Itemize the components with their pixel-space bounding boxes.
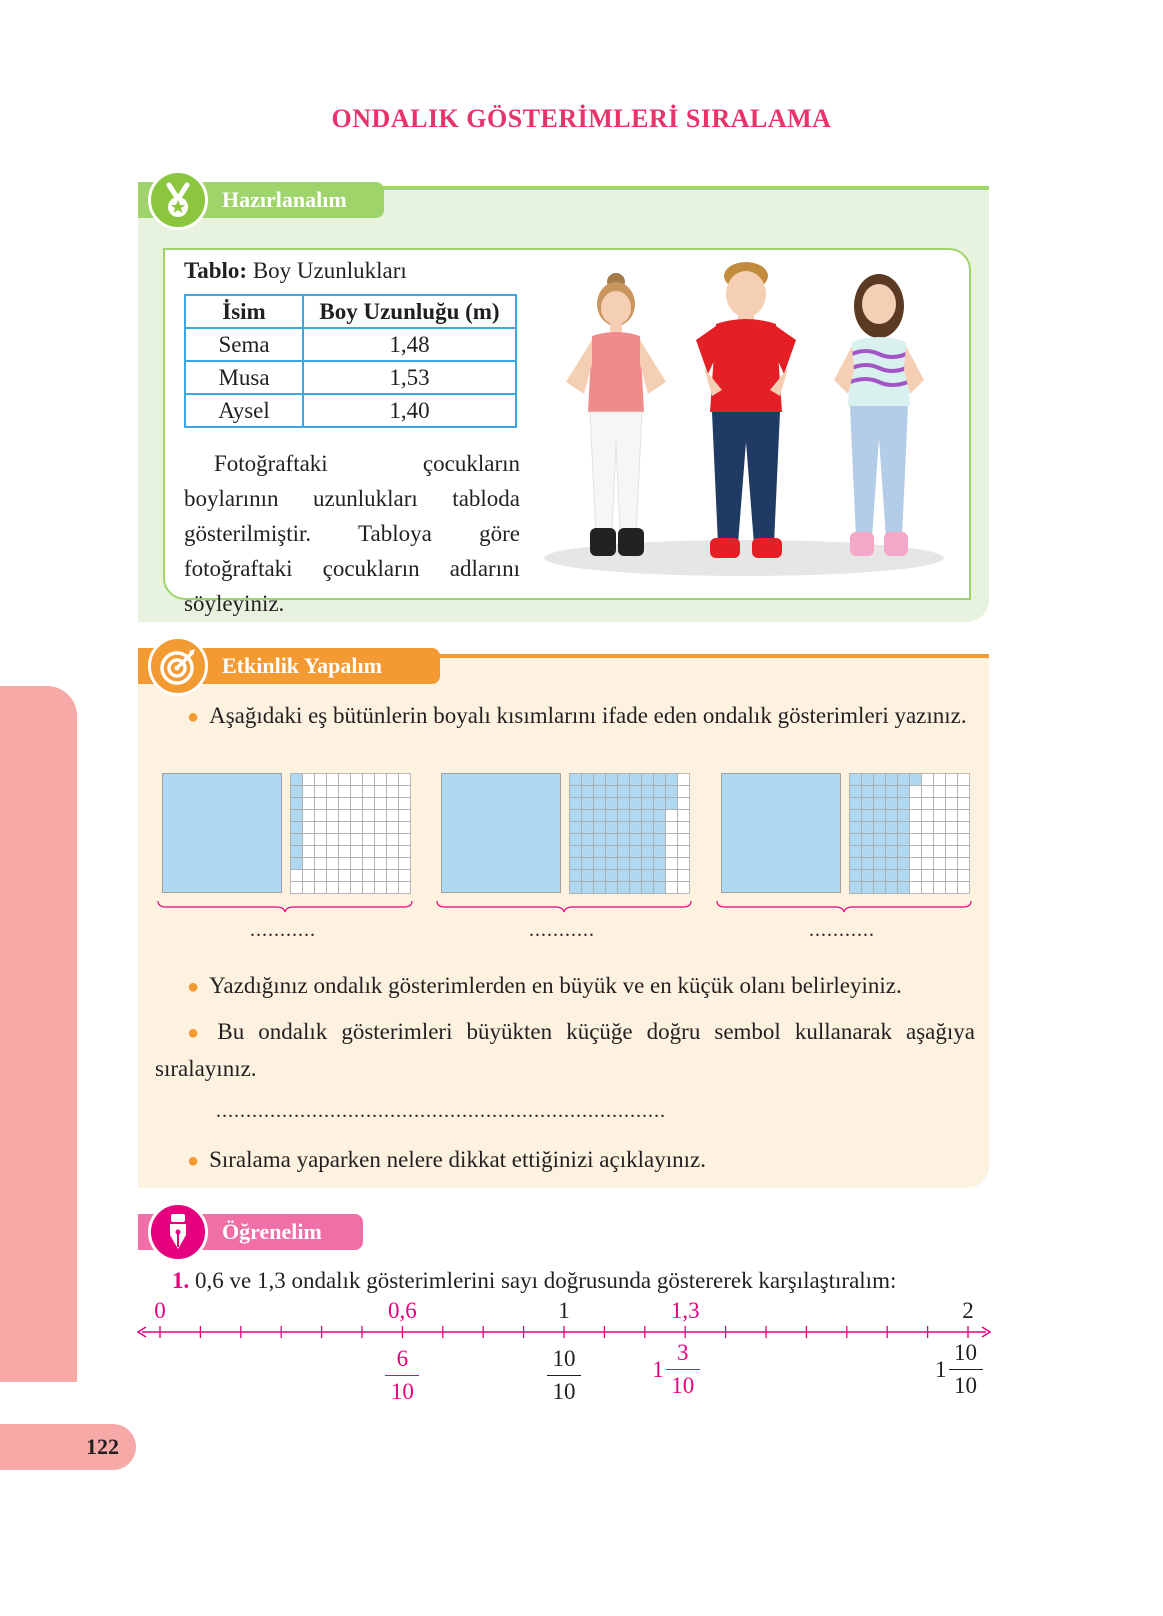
number-line-label: 1 <box>558 1298 570 1323</box>
page-number: 122 <box>0 1424 136 1470</box>
number-line-fraction <box>547 1346 581 1405</box>
cell-height: 1,53 <box>303 361 516 394</box>
bullet-dot: ● <box>187 976 200 998</box>
fraction-numerator: 10 <box>954 1340 977 1365</box>
number-line-fraction <box>652 1340 700 1399</box>
number-line-label: 0,6 <box>388 1298 417 1323</box>
bullet-dot: ● <box>187 1150 200 1172</box>
table-caption-bold: Tablo: <box>184 258 248 283</box>
item-text: 0,6 ve 1,3 ondalık gösterimlerini sayı doğrusunda göstererek karşılaştıralım: <box>195 1268 897 1293</box>
fraction <box>666 1340 700 1399</box>
fraction-bar <box>949 1369 983 1370</box>
fraction-numerator: 6 <box>396 1346 409 1371</box>
fraction-numerator: 3 <box>676 1340 689 1365</box>
number-line-label: 2 <box>962 1298 974 1323</box>
ogrenelim-header: Öğrenelim <box>138 1214 363 1250</box>
fraction <box>547 1346 581 1405</box>
fraction <box>949 1340 983 1399</box>
cell-name: Aysel <box>185 394 303 427</box>
fraction-whole: 1 <box>935 1356 947 1382</box>
etkinlik-header: Etkinlik Yapalım <box>138 648 440 684</box>
bullet-4-text: Sıralama yaparken nelere dikkat ettiğinizi açıklayınız. <box>209 1147 706 1172</box>
fraction-whole: 1 <box>652 1356 664 1382</box>
fraction-denominator: 10 <box>671 1373 695 1398</box>
fraction-bar <box>385 1375 419 1376</box>
model-answer-blank: ........... <box>529 919 595 941</box>
hazirlanalim-header: Hazırlanalım <box>138 182 384 218</box>
fraction-denominator: 10 <box>552 1379 576 1404</box>
number-line-fraction <box>385 1346 419 1405</box>
model-answer-blank: ........... <box>250 919 316 941</box>
column-header-height: Boy Uzunluğu (m) <box>303 295 516 328</box>
bullet-dot: ● <box>187 706 200 728</box>
fraction-numerator: 10 <box>552 1346 576 1371</box>
fraction-denominator: 10 <box>954 1373 977 1398</box>
page-title: ONDALIK GÖSTERİMLERİ SIRALAMA <box>331 104 832 133</box>
hazirlanalim-paragraph: Fotoğraftaki çocukların boylarının uzunlukları tabloda gösterilmiştir. Tabloya göre fotoğraftaki çocukların adlarını söyleyiniz. <box>184 451 520 616</box>
cell-height: 1,40 <box>303 394 516 427</box>
cell-height: 1,48 <box>303 328 516 361</box>
bullet-dot: ● <box>187 1022 208 1044</box>
number-line-label: 1,3 <box>670 1298 700 1323</box>
model-answer-blank: ........... <box>809 919 875 941</box>
cell-name: Sema <box>185 328 303 361</box>
ordering-answer-line: ........................................................................... <box>216 1100 666 1122</box>
number-line-fraction <box>935 1340 983 1399</box>
fraction-bar <box>547 1375 581 1376</box>
fraction-bar <box>666 1369 700 1370</box>
fraction <box>385 1346 419 1405</box>
item-number: 1. <box>172 1268 190 1293</box>
bullet-2-text: Yazdığınız ondalık gösterimlerden en büyük ve en küçük olanı belirleyiniz. <box>209 973 902 998</box>
column-header-name: İsim <box>185 295 303 328</box>
bullet-3-text: Bu ondalık gösterimleri büyükten küçüğe doğru sembol kullanarak aşağıya sıralayınız. <box>155 1019 975 1081</box>
fraction-denominator: 10 <box>390 1379 414 1404</box>
bullet-1-text: Aşağıdaki eş bütünlerin boyalı kısımlarını ifade eden ondalık gösterimleri yazınız. <box>209 703 967 728</box>
cell-name: Musa <box>185 361 303 394</box>
table-caption-text: Boy Uzunlukları <box>252 258 407 283</box>
number-line-label: 0 <box>154 1298 166 1323</box>
